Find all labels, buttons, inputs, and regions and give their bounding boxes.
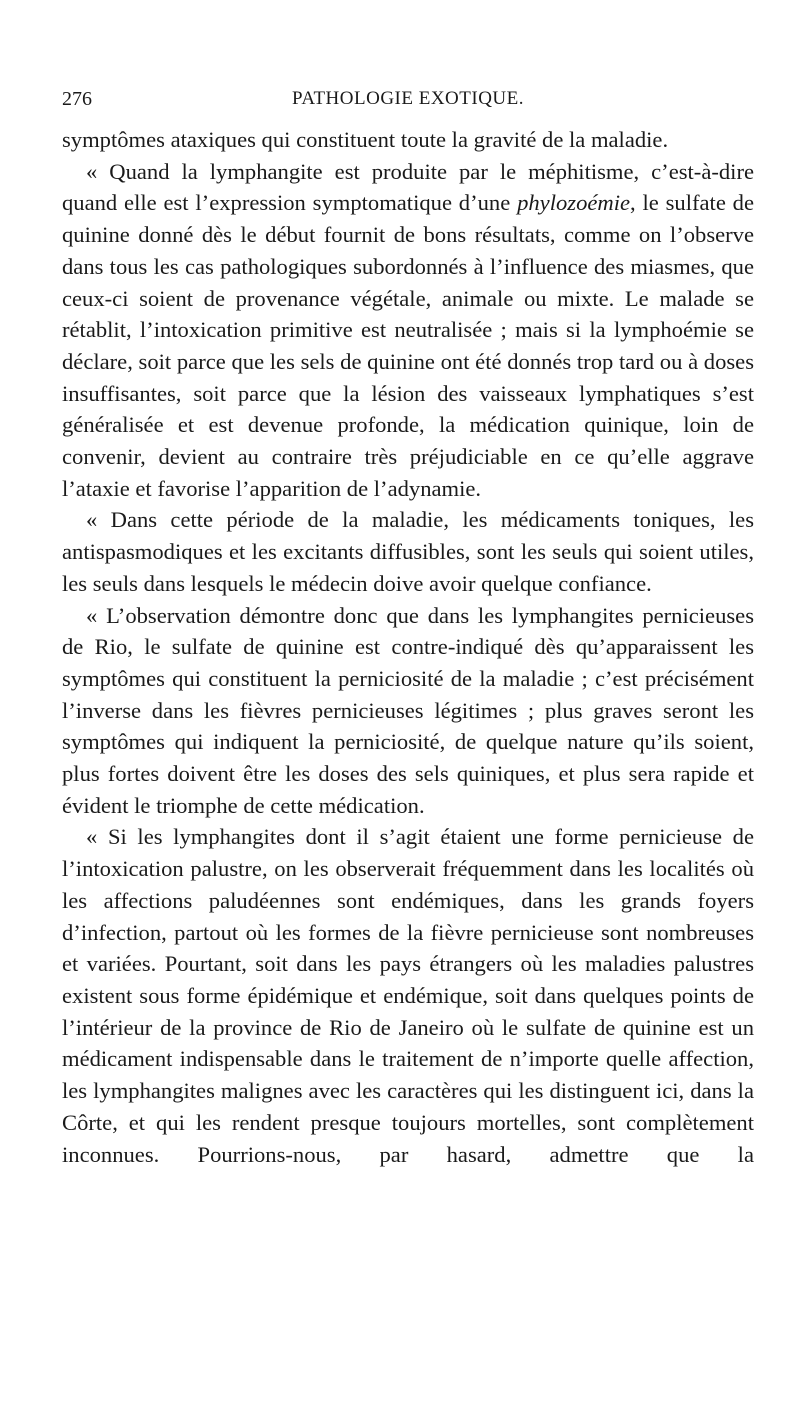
page-number: 276 — [62, 88, 92, 110]
body-text — [62, 124, 754, 1170]
paragraph-1: symptômes ataxiques qui constituent toute la gravité de la maladie. — [62, 127, 669, 152]
paragraph-3: « Dans cette période de la maladie, les médicaments toniques, les antispasmodiques et les excitants diffusibles, sont les seuls qui soient utiles, les seuls dans lesquels le médecin doive avoir quelque confiance. — [62, 507, 754, 596]
paragraph-4: « L’observation démontre donc que dans les lymphangites pernicieuses de Rio, le sulfate de quinine est contre-indiqué dès qu’apparaissent les symptômes qui constituent la perniciosité de la maladie ; c’est précisément l’inverse dans les fièvres pernicieuses légitimes ; plus graves seront les symptômes qui indiquent la perniciosité, de quelque nature qu’ils soient, plus fortes doivent être les doses des sels quiniques, et plus sera rapide et évident le triomphe de cette médication. — [62, 602, 754, 818]
running-head — [62, 84, 754, 114]
book-page — [62, 84, 754, 1170]
running-title: PATHOLOGIE EXOTIQUE. — [292, 88, 524, 109]
emphasized-term: phylozoémie — [517, 190, 631, 216]
paragraph-2: « Quand la lymphangite est produite par le méphitisme, c’est-à-dire quand elle est l’expression symptomatique d’une phylozoémie, le sulfate de quinine donné dès le début fournit de bons résultats, comme on l’observe dans tous les cas pathologiques subordonnés à l’influence des miasmes, que ceux-ci soient de provenance végétale, animale ou mixte. Le malade se rétablit, l’intoxication primitive est neutralisée ; mais si la lymphoémie se déclare, soit parce que les sels de quinine ont été donnés trop tard ou à doses insuffisantes, soit parce que la lésion des vaisseaux lymphatiques s’est généralisée et est devenue profonde, la médication quinique, loin de convenir, devient au contraire très préjudiciable en ce qu’elle aggrave l’ataxie et favorise l’apparition de l’adynamie. — [62, 158, 754, 501]
paragraph-5: « Si les lymphangites dont il s’agit étaient une forme pernicieuse de l’intoxication palustre, on les observerait fréquemment dans les localités où les affections paludéennes sont endémiques, dans les grands foyers d’infection, partout où les formes de la fièvre pernicieuse sont nombreuses et variées. Pourtant, soit dans les pays étrangers où les maladies palustres existent sous forme épidémique et endémique, soit dans quelques points de l’intérieur de la province de Rio de Janeiro où le sulfate de quinine est un médicament indispensable dans le traitement de n’importe quelle affection, les lymphangites malignes avec les caractères qui les distinguent ici, dans la Côrte, et qui les rendent presque toujours mortelles, sont complètement inconnues. Pourrions-nous, par hasard, admettre que la — [62, 824, 754, 1167]
